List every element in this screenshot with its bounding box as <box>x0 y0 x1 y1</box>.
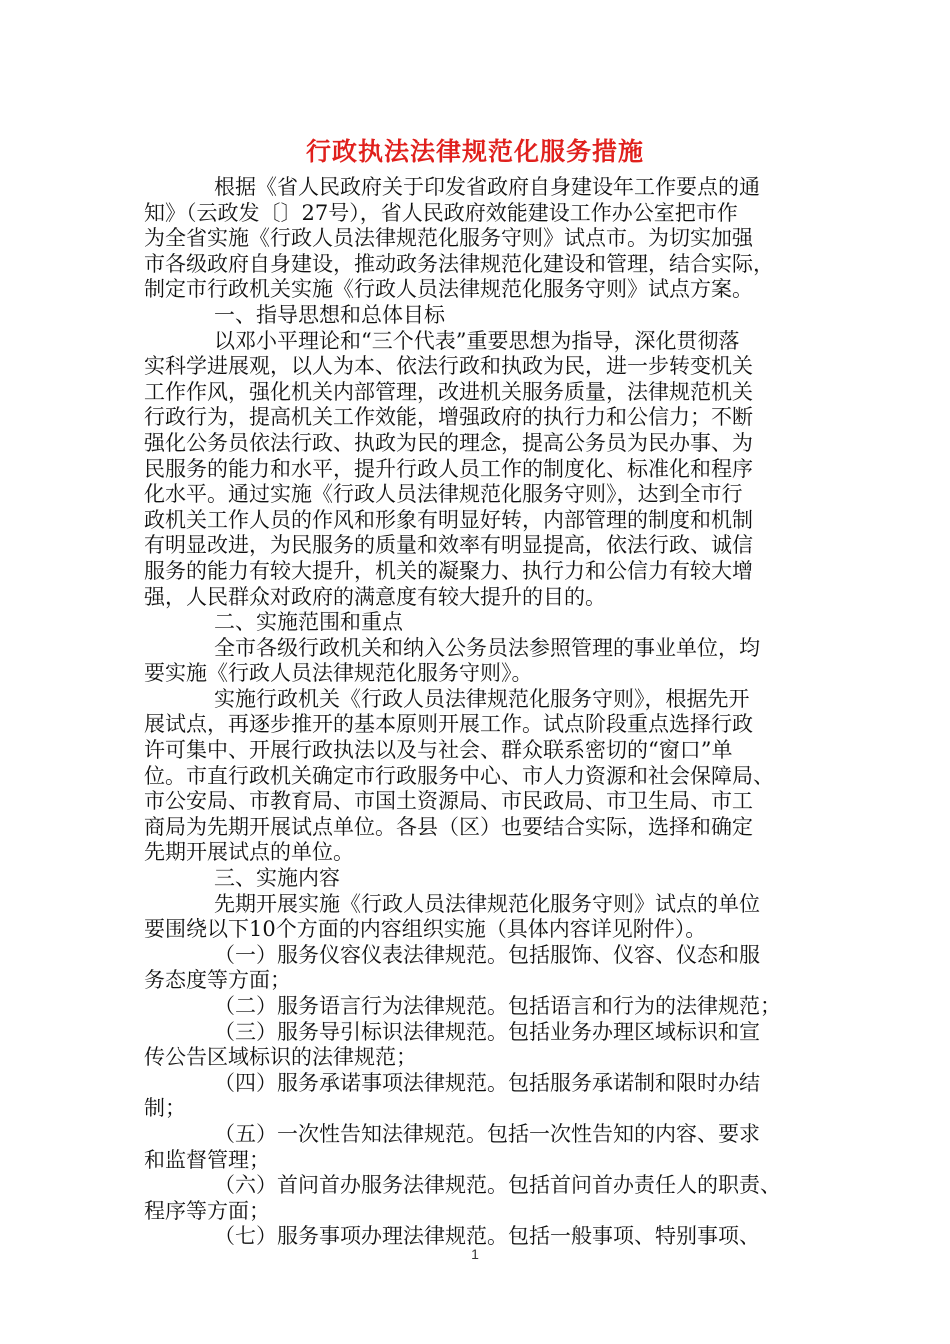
text-line: 行政行为，提高机关工作效能，增强政府的执行力和公信力；不断 <box>144 405 753 430</box>
text-line: 商局为先期开展试点单位。各县（区）也要结合实际，选择和确定 <box>144 814 753 839</box>
text-line: 民服务的能力和水平，提升行政人员工作的制度化、标准化和程序 <box>144 456 753 481</box>
text-line: （四）服务承诺事项法律规范。包括服务承诺制和限时办结 <box>214 1070 760 1095</box>
text-line: （五）一次性告知法律规范。包括一次性告知的内容、要求 <box>214 1121 760 1146</box>
document-body <box>144 175 812 1250</box>
text-line: 政机关工作人员的作风和形象有明显好转，内部管理的制度和机制 <box>144 507 753 532</box>
text-line: （二）服务语言行为法律规范。包括语言和行为的法律规范； <box>214 994 781 1018</box>
text-line: 许可集中、开展行政执法以及与社会、群众联系密切的“窗口”单 <box>144 738 733 763</box>
text-line: （七）服务事项办理法律规范。包括一般事项、特别事项、 <box>214 1224 760 1249</box>
text-line: 工作作风，强化机关内部管理，改进机关服务质量，法律规范机关 <box>144 379 753 404</box>
text-line: （六）首问首办服务法律规范。包括首问首办责任人的职责、 <box>214 1173 781 1198</box>
text-line: 位。市直行政机关确定市行政服务中心、市人力资源和社会保障局、 <box>144 763 774 788</box>
text-line: 要实施《行政人员法律规范化服务守则》。 <box>144 661 533 686</box>
text-line: 实科学进展观，以人为本、依法行政和执政为民，进一步转变机关 <box>144 354 753 379</box>
text-line: 市公安局、市教育局、市国土资源局、市民政局、市卫生局、市工 <box>144 789 753 814</box>
document-title: 行政执法法律规范化服务措施 <box>305 137 644 166</box>
text-line: 制定市行政机关实施《行政人员法律规范化服务守则》试点方案。 <box>144 277 753 302</box>
text-line: 以邓小平理论和“三个代表”重要思想为指导，深化贯彻落 <box>214 328 740 353</box>
text-line: 强，人民群众对政府的满意度有较大提升的目的。 <box>144 584 606 609</box>
text-line: 务态度等方面； <box>144 968 291 993</box>
text-line: 先期开展试点的单位。 <box>144 840 354 865</box>
text-line: 展试点，再逐步推开的基本原则开展工作。试点阶段重点选择行政 <box>144 712 753 737</box>
text-line: 二、实施范围和重点 <box>214 610 403 635</box>
text-line: （一）服务仪容仪表法律规范。包括服饰、仪容、仪态和服 <box>214 942 760 967</box>
text-line: 强化公务员依法行政、执政为民的理念，提高公务员为民办事、为 <box>144 430 753 455</box>
text-line: 知》（云政发〔〕27号），省人民政府效能建设工作办公室把市作 <box>144 200 738 225</box>
text-line: 要围绕以下10个方面的内容组织实施（具体内容详见附件）。 <box>144 917 707 942</box>
text-line: 传公告区域标识的法律规范； <box>144 1045 417 1070</box>
text-line: 一、指导思想和总体目标 <box>214 302 445 327</box>
text-line: 市各级政府自身建设，推动政务法律规范化建设和管理，结合实际， <box>144 251 774 276</box>
text-line: 为全省实施《行政人员法律规范化服务守则》试点市。为切实加强 <box>144 226 753 251</box>
text-line: 实施行政机关《行政人员法律规范化服务守则》，根据先开 <box>214 686 750 711</box>
text-line: 程序等方面； <box>144 1198 270 1223</box>
page-number: 1 <box>471 1246 479 1262</box>
text-line: 全市各级行政机关和纳入公务员法参照管理的事业单位，均 <box>214 635 760 660</box>
text-line: 和监督管理； <box>144 1147 270 1172</box>
text-line: 三、实施内容 <box>214 866 340 891</box>
text-line: 制； <box>144 1096 186 1121</box>
text-line: 根据《省人民政府关于印发省政府自身建设年工作要点的通 <box>214 175 760 199</box>
text-line: 先期开展实施《行政人员法律规范化服务守则》试点的单位 <box>214 891 760 916</box>
text-line: 化水平。通过实施《行政人员法律规范化服务守则》，达到全市行 <box>144 482 743 507</box>
text-line: （三）服务导引标识法律规范。包括业务办理区域标识和宣 <box>214 1019 760 1044</box>
text-line: 服务的能力有较大提升，机关的凝聚力、执行力和公信力有较大增 <box>144 558 753 583</box>
text-line: 有明显改进，为民服务的质量和效率有明显提高，依法行政、诚信 <box>144 533 753 558</box>
